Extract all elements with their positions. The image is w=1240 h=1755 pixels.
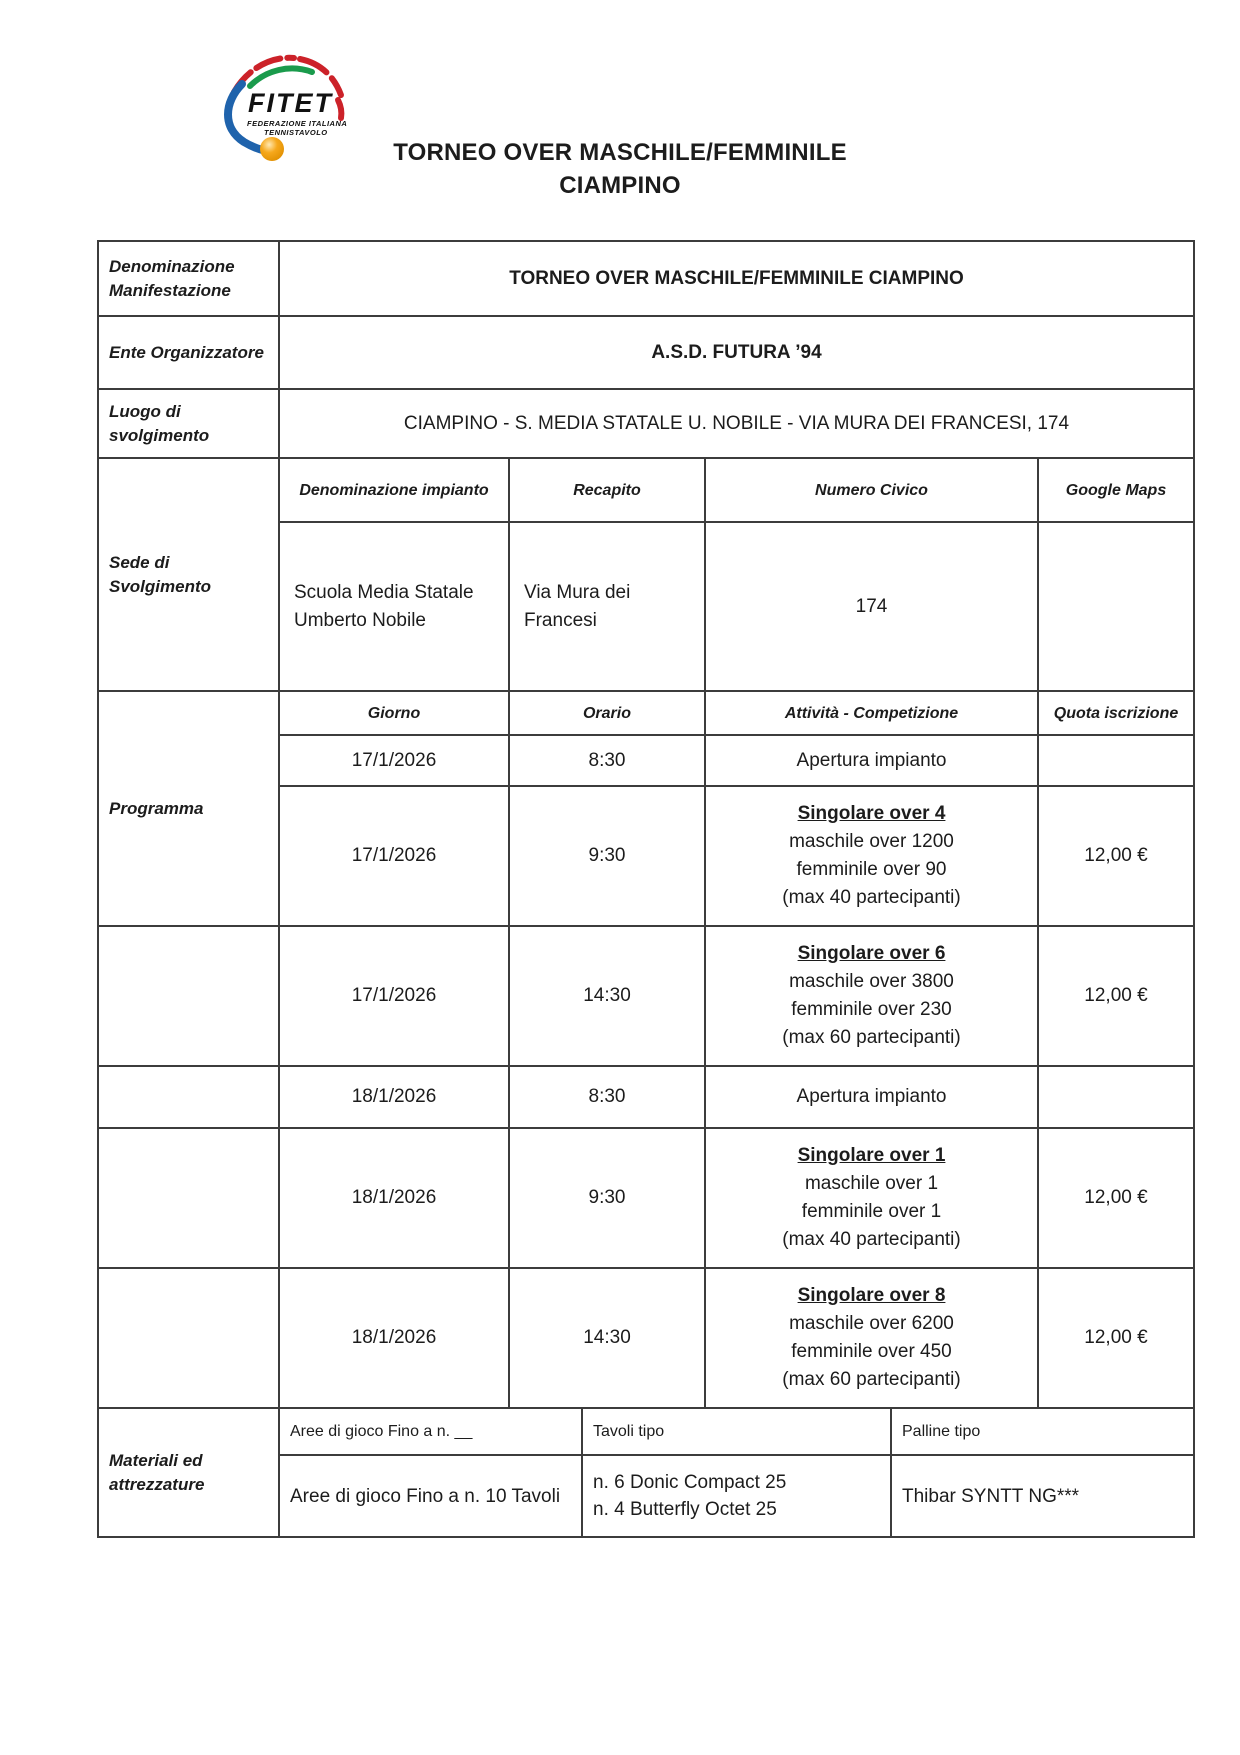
programma-label-spacer [99,1267,278,1407]
page-title-line2: CIAMPINO [559,172,681,199]
value-giorno: 18/1/2026 [351,1327,437,1348]
header-orario: Orario [508,692,704,734]
value-orario: 14:30 [508,1269,704,1407]
value-google-maps [1037,523,1193,690]
label-denominazione-manifestazione: Denominazione Manifestazione [109,256,235,300]
value-orario: 9:30 [508,787,704,925]
value-giorno: 18/1/2026 [351,1086,437,1107]
value-numero-civico: 174 [704,523,1037,690]
label-sede-svolgimento: Sede di Svolgimento [109,552,212,596]
value-giorno: 17/1/2026 [351,845,437,866]
programma-label-spacer [99,1065,278,1127]
section-sede [99,457,1193,690]
value-recapito: Via Mura dei Francesi [508,523,704,690]
value-giorno: 17/1/2026 [351,985,437,1006]
svg-text:TENNISTAVOLO: TENNISTAVOLO [264,128,328,137]
value-attivita: Apertura impianto [704,736,1037,785]
value-quota: 12,00 € [1037,1269,1193,1407]
materiali-data-row [280,1454,1193,1536]
programma-row-over-8 [280,1267,1193,1407]
header-denominazione-impianto: Denominazione impianto [299,481,489,499]
attivita-line: maschile over 1 [804,1173,939,1194]
attivita-line: femminile over 1 [801,1201,942,1222]
value-palline-tipo [890,1456,1193,1536]
value-orario: 9:30 [508,1129,704,1267]
header-google-maps: Google Maps [1037,459,1193,521]
section-materiali [99,1407,1193,1536]
palline-text: Thibar SYNTT NG*** [902,1485,1080,1507]
programma-row-apertura-1 [280,734,1193,785]
programma-row-over-1 [280,1127,1193,1267]
programma-label-spacer [99,925,278,1065]
value-attivita: Apertura impianto [704,1067,1037,1127]
programma-subtable [278,692,1193,1407]
value-tavoli-tipo [581,1456,890,1536]
header-recapito: Recapito [508,459,704,521]
sede-data-row [280,521,1193,690]
header-palline-tipo: Palline tipo [890,1409,1193,1454]
value-aree-di-gioco [280,1456,581,1536]
value-giorno: 18/1/2026 [351,1187,437,1208]
tavoli-line: n. 4 Butterfly Octet 25 [593,1499,777,1520]
sede-subtable [278,459,1193,690]
attivita-title: Singolare over 1 [797,1145,946,1166]
header-aree-di-gioco: Aree di gioco Fino a n. __ [290,1422,473,1440]
value-attivita [704,1129,1037,1267]
attivita-title: Singolare over 4 [797,803,946,824]
programma-header-row [280,692,1193,734]
value-orario: 8:30 [508,1067,704,1127]
header-giorno: Giorno [367,704,421,722]
label-ente-organizzatore: Ente Organizzatore [109,342,264,362]
attivita-line: femminile over 90 [796,859,947,880]
value-denominazione-manifestazione: TORNEO OVER MASCHILE/FEMMINILE CIAMPINO [278,242,1193,315]
attivita-title: Singolare over 8 [797,1285,946,1306]
section-programma [99,690,1193,1407]
tournament-table [97,240,1195,1538]
header-attivita-competizione: Attività - Competizione [704,692,1037,734]
value-quota: 12,00 € [1037,1129,1193,1267]
value-quota [1037,736,1193,785]
value-attivita [704,787,1037,925]
attivita-line: (max 60 partecipanti) [782,1369,961,1390]
programma-row-apertura-2 [280,1065,1193,1127]
header-numero-civico: Numero Civico [704,459,1037,521]
header-quota-iscrizione: Quota iscrizione [1037,692,1193,734]
label-luogo-svolgimento: Luogo di svolgimento [109,401,210,445]
aree-text: Aree di gioco Fino a n. 10 Tavoli [290,1485,561,1507]
programma-label-column [99,692,278,1407]
svg-text:FITET: FITET [248,88,333,118]
attivita-line: maschile over 6200 [789,1313,954,1334]
value-orario: 8:30 [508,736,704,785]
row-luogo [99,388,1193,457]
attivita-line: (max 60 partecipanti) [782,1027,961,1048]
attivita-line: femminile over 230 [791,999,952,1020]
value-quota: 12,00 € [1037,787,1193,925]
attivita-line: (max 40 partecipanti) [782,1229,961,1250]
tavoli-line: n. 6 Donic Compact 25 [593,1472,787,1493]
value-orario: 14:30 [508,927,704,1065]
value-attivita [704,927,1037,1065]
row-ente [99,315,1193,388]
programma-row-over-6 [280,925,1193,1065]
page-title [0,136,1240,202]
sede-header-row [280,459,1193,521]
value-ente-organizzatore: A.S.D. FUTURA ’94 [278,317,1193,388]
value-quota [1037,1067,1193,1127]
materiali-header-row [280,1409,1193,1454]
page-title-line1: TORNEO OVER MASCHILE/FEMMINILE [393,139,847,166]
svg-text:FEDERAZIONE ITALIANA: FEDERAZIONE ITALIANA [247,119,348,128]
value-attivita [704,1269,1037,1407]
value-impianto: Scuola Media Statale Umberto Nobile [294,581,474,631]
value-quota: 12,00 € [1037,927,1193,1065]
attivita-title: Singolare over 6 [797,943,946,964]
value-giorno: 17/1/2026 [351,749,437,771]
label-programma: Programma [109,798,204,818]
attivita-line: (max 40 partecipanti) [782,887,961,908]
attivita-line: femminile over 450 [791,1341,952,1362]
materiali-subtable [278,1409,1193,1536]
label-materiali-attrezzature: Materiali ed attrezzature [109,1450,205,1494]
attivita-line: maschile over 3800 [789,971,954,992]
header-tavoli-tipo: Tavoli tipo [581,1409,890,1454]
programma-label-spacer [99,1127,278,1267]
programma-row-over-4 [280,785,1193,925]
row-denominazione [99,242,1193,315]
value-luogo-svolgimento: CIAMPINO - S. MEDIA STATALE U. NOBILE - VIA MURA DEI FRANCESI, 174 [278,390,1193,457]
attivita-line: maschile over 1200 [789,831,954,852]
